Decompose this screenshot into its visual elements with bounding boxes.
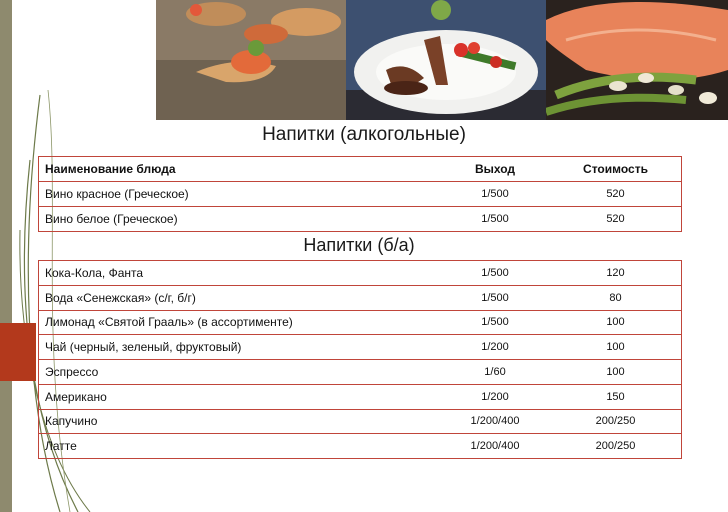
item-name: Латте	[45, 439, 77, 454]
table-row	[39, 359, 681, 384]
item-name: Чай (черный, зеленый, фруктовый)	[45, 340, 242, 355]
table-row	[39, 206, 681, 231]
item-price: 80	[609, 291, 622, 304]
table-row	[39, 409, 681, 434]
header-price: Стоимость	[583, 162, 648, 176]
item-price: 200/250	[595, 415, 636, 428]
item-name: Лимонад «Святой Грааль» (в ассортименте)	[45, 315, 293, 330]
table-row	[39, 384, 681, 409]
item-output: 1/500	[481, 213, 509, 225]
table-row	[39, 285, 681, 310]
item-name: Кока-Кола, Фанта	[45, 265, 144, 280]
item-name: Вино красное (Греческое)	[45, 187, 189, 201]
canape-photo	[156, 0, 346, 120]
item-name: Эспрессо	[45, 364, 99, 379]
item-price: 150	[606, 390, 625, 403]
item-name: Вода «Сенежская» (с/г, б/г)	[45, 290, 196, 305]
alcohol-table	[38, 156, 682, 232]
header-output: Выход	[474, 162, 516, 176]
item-price: 520	[606, 213, 625, 225]
section-title-soft: Напитки (б/а)	[303, 235, 415, 255]
item-name: Вино белое (Греческое)	[45, 212, 178, 226]
item-output: 1/500	[481, 291, 509, 304]
accent-block	[0, 323, 36, 381]
item-price: 100	[606, 341, 625, 354]
item-output: 1/500	[481, 188, 509, 200]
table-row	[39, 181, 681, 206]
item-output: 1/200	[481, 341, 509, 354]
item-output: 1/200	[481, 390, 509, 403]
section-title-alcohol: Напитки (алкогольные)	[262, 124, 466, 145]
item-name: Американо	[45, 389, 107, 404]
item-price: 520	[606, 188, 625, 200]
salmon-dish-photo	[546, 0, 728, 120]
item-output: 1/500	[481, 266, 509, 279]
table-row	[39, 433, 681, 458]
item-name: Капучино	[45, 414, 98, 429]
soft-drinks-table	[38, 260, 682, 459]
table-row	[39, 310, 681, 335]
table-header-row	[39, 157, 681, 181]
item-price: 200/250	[595, 440, 636, 453]
table-row	[39, 261, 681, 285]
item-output: 1/500	[481, 316, 509, 329]
item-price: 100	[606, 316, 625, 329]
table-row	[39, 334, 681, 359]
item-output: 1/60	[484, 365, 506, 378]
item-output: 1/200/400	[470, 415, 520, 428]
lamb-dish-photo	[346, 0, 546, 120]
item-price: 100	[606, 365, 625, 378]
header-name: Наименование блюда	[45, 162, 176, 176]
item-price: 120	[606, 266, 625, 279]
item-output: 1/200/400	[470, 440, 520, 453]
